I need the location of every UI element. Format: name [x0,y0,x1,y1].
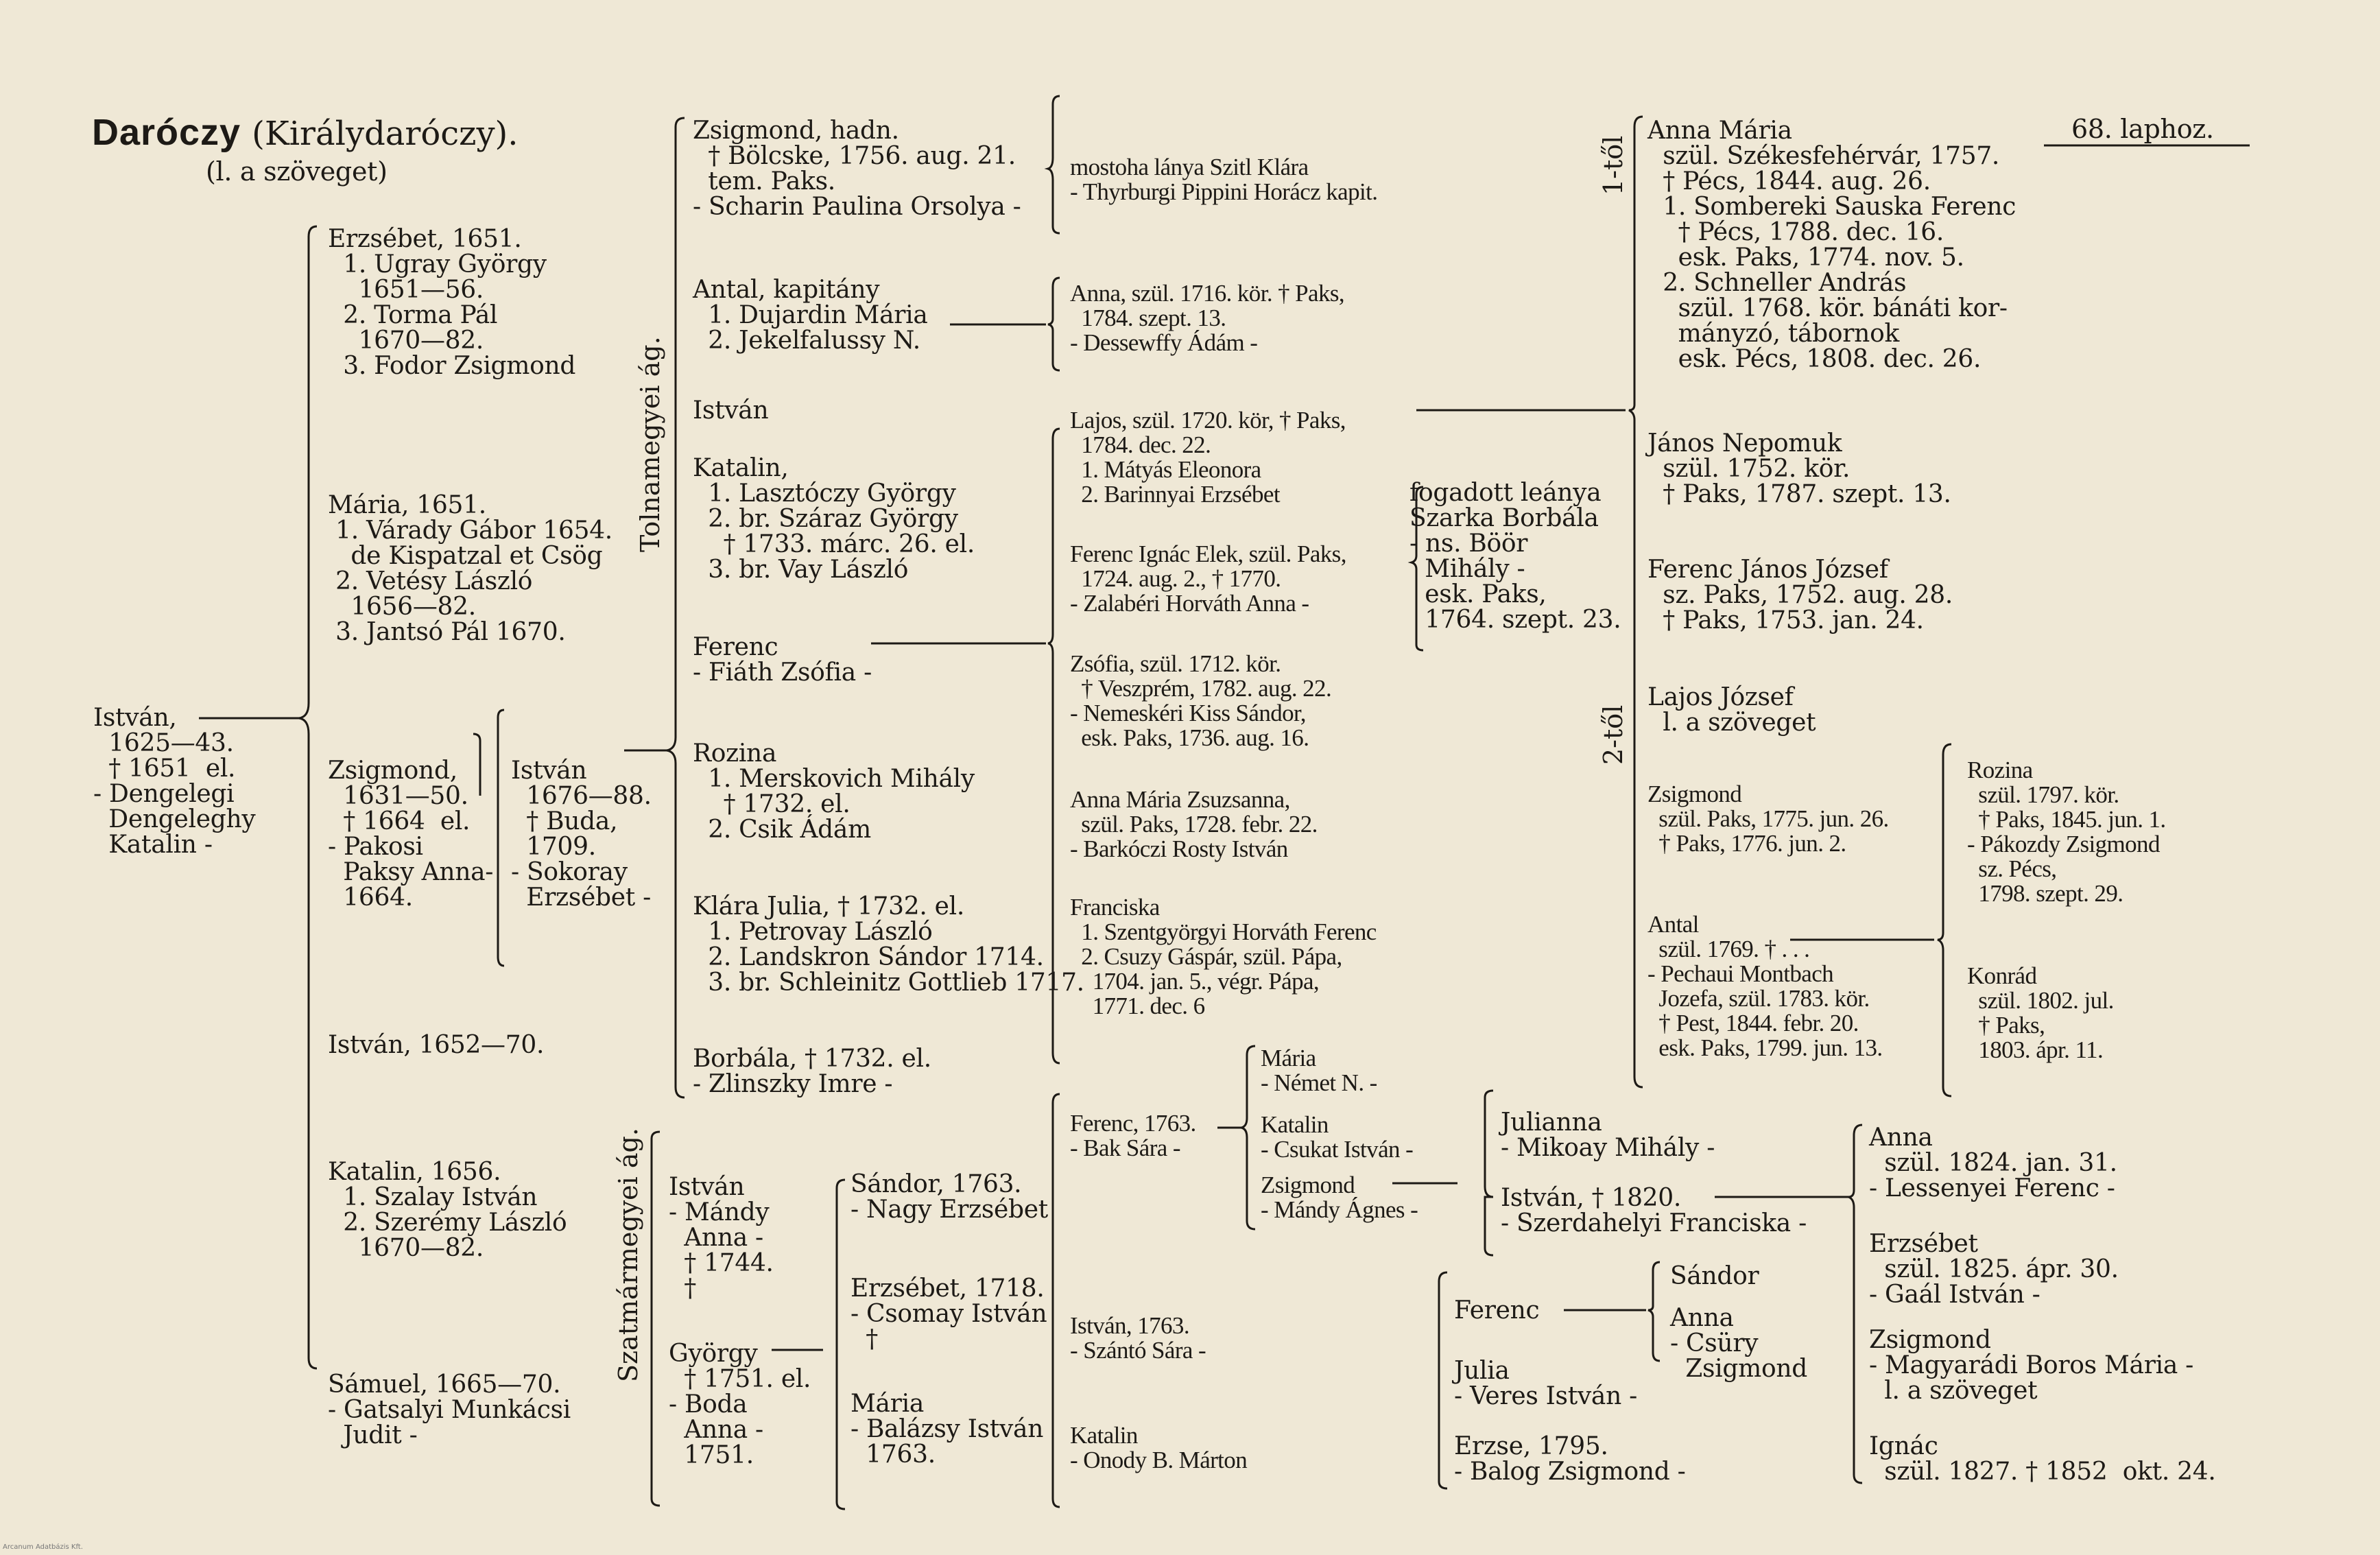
person-franciska: Franciska 1. Szentgyörgyi Horváth Ferenc 2. Csuzy Gáspár, szül. Pápa, 1704. jan. 5., végr. Pápa, 1771. dec. 6 [1070,894,1377,1019]
person-erzse-1795: Erzse, 1795. - Balog Zsigmond - [1454,1432,1686,1486]
person-julianna: Julianna - Mikoay Mihály - [1501,1108,1715,1162]
person-lajos-1720: Lajos, szül. 1720. kör, † Paks, 1784. dec. 22. 1. Mátyás Eleonora 2. Barinnyai Erzsébet [1070,407,1346,508]
person-anna-1824: Anna szül. 1824. jan. 31. - Lessenyei Ferenc - [1869,1124,2117,1202]
person-zsigmond-hadnagy: Zsigmond, hadn. † Bölcske, 1756. aug. 21. tem. Paks. - Scharin Paulina Orsolya - [693,117,1021,221]
person-borbala: Borbála, † 1732. el. - Zlinszky Imre - [693,1045,931,1098]
person-ferenc-ignac-elek: Ferenc Ignác Elek, szül. Paks, 1724. aug. 2., † 1770. - Zalabéri Horváth Anna - [1070,541,1346,617]
person-katalin-onody: Katalin - Onody B. Márton [1070,1422,1248,1473]
note-fogadott-leanya: fogadott leánya Szarka Borbála - ns. Böör Mihály - esk. Paks, 1764. szept. 23. [1409,479,1621,634]
person-anna-maria-1757: Anna Mária szül. Székesfehérvár, 1757. † Pécs, 1844. aug. 26. 1. Sombereki Sauska Ferenc † Pécs, 1788. dec. 16. esk. Paks, 1774. nov. 5. 2. Schneller András szül. 1768. kör. bánáti kor- mányzó, tábornok esk. Pécs, 1808. dec. 26. [1647,117,2016,373]
page-reference: 68. laphoz. [2071,114,2214,144]
person-gyorgy: György † 1751. el. - Boda Anna - 1751. [669,1340,811,1469]
person-istvan-1676: István 1676—88. † Buda, 1709. - Sokoray Erzsébet - [511,757,652,912]
person-rozina: Rozina 1. Merskovich Mihály † 1732. el. 2. Csik Ádám [693,739,975,844]
person-erzsebet-1718: Erzsébet, 1718. - Csomay István † [850,1274,1047,1353]
person-istvan-1652: István, 1652—70. [328,1031,545,1059]
subtitle: (l. a szöveget) [206,156,388,187]
branch-label-second: 2-től [1598,704,1628,765]
person-ferenc-janos-jozsef: Ferenc János József sz. Paks, 1752. aug. 28. † Paks, 1753. jan. 24. [1647,556,1953,634]
person-istvan-1820: István, † 1820. - Szerdahelyi Franciska - [1501,1184,1807,1237]
note-mostoha: mostoha lánya Szitl Klára - Thyrburgi Pippini Horácz kapit. [1070,154,1378,205]
person-zsigmond-1631: Zsigmond, 1631—50. † 1664 el. - Pakosi Paksy Anna- 1664. [328,757,494,912]
person-antal-1769: Antal szül. 1769. † . . . - Pechaui Montbach Jozefa, szül. 1783. kör. † Pest, 1844. febr. 20. esk. Paks, 1799. jun. 13. [1647,911,1883,1061]
person-ignac-1827: Ignác szül. 1827. † 1852 okt. 24. [1869,1432,2216,1486]
person-sandor-col9: Sándor [1670,1262,1759,1290]
branch-label-first: 1-től [1598,135,1628,195]
person-ferenc-col8: Ferenc [1454,1296,1540,1325]
person-zsigmond-mandy: Zsigmond - Mándy Ágnes - [1261,1172,1418,1223]
person-maria-1651: Mária, 1651. 1. Várady Gábor 1654. de Kispatzal et Csög 2. Vetésy László 1656—82. 3. Jantsó Pál 1670. [328,491,612,646]
person-ferenc-1763: Ferenc, 1763. - Bak Sára - [1070,1110,1196,1161]
person-klara-julia: Klára Julia, † 1732. el. 1. Petrovay László 2. Landskron Sándor 1714. 3. br. Schleinitz Gottlieb 1717. [693,892,1084,997]
person-ferenc: Ferenc - Fiáth Zsófia - [693,633,872,687]
person-zsigmond-1775: Zsigmond szül. Paks, 1775. jun. 26. † Paks, 1776. jun. 2. [1647,781,1889,857]
person-antal-kapitany: Antal, kapitány 1. Dujardin Mária 2. Jekelfalussy N. [693,276,928,355]
person-julia: Julia - Veres István - [1454,1357,1637,1410]
footer-watermark: Arcanum Adatbázis Kft. [3,1543,83,1551]
person-rozina-1797: Rozina szül. 1797. kör. † Paks, 1845. jun. 1. - Pákozdy Zsigmond sz. Pécs, 1798. szept. 29. [1967,757,2166,907]
person-zsofia-1712: Zsófia, szül. 1712. kör. † Veszprém, 1782. aug. 22. - Nemeskéri Kiss Sándor, esk. Paks, 1736. aug. 16. [1070,650,1332,751]
person-erzsebet-1825: Erzsébet szül. 1825. ápr. 30. - Gaál István - [1869,1230,2119,1309]
person-maria-balazsy: Mária - Balázsy István 1763. [850,1390,1044,1469]
branch-label-tolna: Tolnamegyei ág. [635,336,665,552]
person-maria-nemet: Mária - Német N. - [1261,1045,1377,1096]
person-lajos-jozsef: Lajos József l. a szöveget [1647,683,1816,737]
person-istvan-szatmar: István - Mándy Anna - † 1744. † [669,1173,774,1303]
person-janos-nepomuk: János Nepomuk szül. 1752. kör. † Paks, 1787. szept. 13. [1647,429,1951,508]
person-anna-maria-zsuzsanna: Anna Mária Zsuzsanna, szül. Paks, 1728. febr. 22. - Barkóczi Rosty István [1070,786,1318,862]
person-zsigmond-magyaradi: Zsigmond - Magyarádi Boros Mária - l. a szöveget [1869,1326,2193,1405]
branch-label-szatmar: Szatmármegyei ág. [613,1128,643,1382]
person-istvan-root: István, 1625—43. † 1651 el. - Dengelegi Dengeleghy Katalin - [93,704,256,859]
person-erzsebet-1651: Erzsébet, 1651. 1. Ugray György 1651—56. 2. Torma Pál 1670—82. 3. Fodor Zsigmond [328,225,576,380]
person-sandor-1763: Sándor, 1763. - Nagy Erzsébet [850,1170,1048,1224]
person-katalin-1656: Katalin, 1656. 1. Szalay István 2. Szerémy László 1670—82. [328,1158,567,1262]
person-istvan: István [693,396,769,425]
person-katalin: Katalin, 1. Lasztóczy György 2. br. Száraz György † 1733. márc. 26. el. 3. br. Vay László [693,454,975,584]
person-katalin-csukat: Katalin - Csukat István - [1261,1111,1414,1163]
person-istvan-1763: István, 1763. - Szántó Sára - [1070,1312,1206,1364]
family-title: Daróczy (Királydaróczy). [92,112,519,153]
person-anna-csury: Anna - Csüry Zsigmond [1670,1304,1807,1383]
person-konrad-1802: Konrád szül. 1802. jul. † Paks, 1803. ápr. 11. [1967,962,2114,1063]
person-anna-1716: Anna, szül. 1716. kör. † Paks, 1784. szept. 13. - Dessewffy Ádám - [1070,280,1345,356]
person-samuel-1665: Sámuel, 1665—70. - Gatsalyi Munkácsi Judit - [328,1370,571,1449]
